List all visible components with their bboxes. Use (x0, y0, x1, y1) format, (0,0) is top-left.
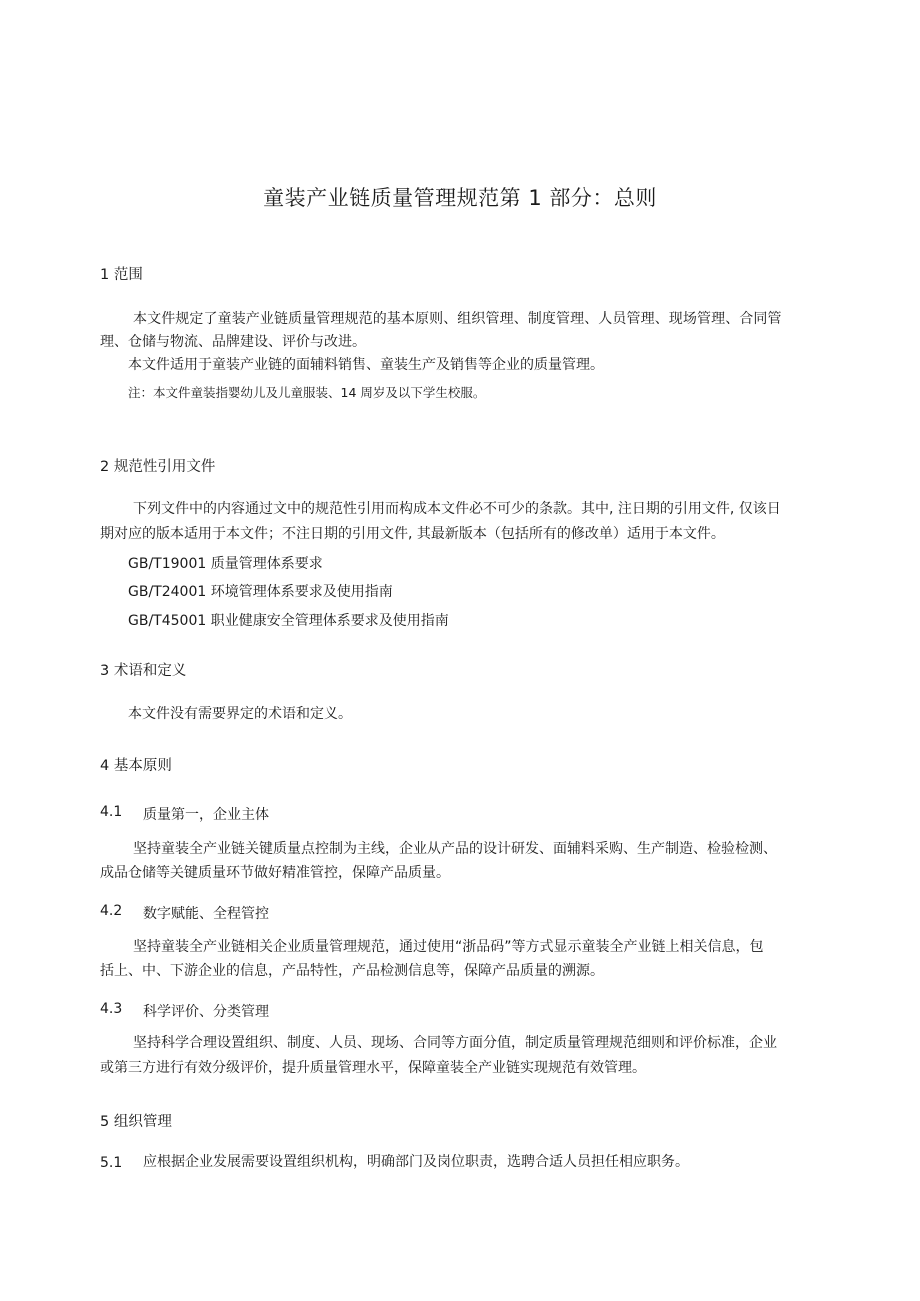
section-1-paragraph-1-line-1: 本文件规定了童装产业链质量管理规范的基本原则、组织管理、制度管理、人员管理、现场管理、合同管 (133, 311, 782, 327)
clause-4-2-line-1: 坚持童装全产业链相关企业质量管理规范，通过使用“浙品码”等方式显示童装全产业链上相关信息，包 (133, 939, 764, 955)
clause-4-1-title: 质量第一，企业主体 (143, 807, 269, 823)
clause-5-1-number: 5.1 (100, 1155, 123, 1171)
section-3-heading: 3 术语和定义 (100, 663, 187, 679)
clause-4-1-number: 4.1 (100, 804, 123, 820)
clause-4-1-line-1: 坚持童装全产业链关键质量点控制为主线，企业从产品的设计研发、面辅料采购、生产制造、检验检测、 (133, 841, 777, 857)
section-1-paragraph-2: 本文件适用于童装产业链的面辅料销售、童装生产及销售等企业的质量管理。 (128, 357, 604, 373)
clause-4-2-title: 数字赋能、全程管控 (143, 906, 269, 922)
clause-4-3-line-1: 坚持科学合理设置组织、制度、人员、现场、合同等方面分值，制定质量管理规范细则和评价标准，企业 (133, 1035, 777, 1051)
reference-item: GB/T24001 环境管理体系要求及使用指南 (128, 584, 393, 600)
section-3-paragraph: 本文件没有需要界定的术语和定义。 (128, 706, 352, 722)
section-5-heading: 5 组织管理 (100, 1114, 172, 1130)
clause-4-2-line-2: 括上、中、下游企业的信息，产品特性，产品检测信息等，保障产品质量的溯源。 (100, 963, 604, 979)
section-2-paragraph-line-2: 期对应的版本适用于本文件；不注日期的引用文件, 其最新版本（包括所有的修改单）适用于本文件。 (100, 526, 725, 542)
section-1-paragraph-1-line-2: 理、仓储与物流、品牌建设、评价与改进。 (100, 334, 366, 350)
clause-4-2-number: 4.2 (100, 903, 123, 919)
clause-5-1-text: 应根据企业发展需要设置组织机构，明确部门及岗位职责，选聘合适人员担任相应职务。 (143, 1154, 689, 1170)
document-title: 童装产业链质量管理规范第 1 部分：总则 (263, 186, 657, 210)
reference-item: GB/T45001 职业健康安全管理体系要求及使用指南 (128, 613, 449, 629)
clause-4-3-title: 科学评价、分类管理 (143, 1004, 269, 1020)
clause-4-3-line-2: 或第三方进行有效分级评价，提升质量管理水平，保障童装全产业链实现规范有效管理。 (100, 1060, 646, 1076)
reference-item: GB/T19001 质量管理体系要求 (128, 556, 323, 572)
section-1-heading: 1 范围 (100, 267, 143, 283)
section-1-note: 注：本文件童装指婴幼儿及儿童服装、14 周岁及以下学生校服。 (128, 385, 486, 400)
section-4-heading: 4 基本原则 (100, 758, 172, 774)
section-2-heading: 2 规范性引用文件 (100, 459, 216, 475)
clause-4-1-line-2: 成品仓储等关键质量环节做好精准管控，保障产品质量。 (100, 865, 450, 881)
section-2-paragraph-line-1: 下列文件中的内容通过文中的规范性引用而构成本文件必不可少的条款。其中, 注日期的引用文件, 仅该日 (133, 501, 781, 517)
clause-4-3-number: 4.3 (100, 1001, 123, 1017)
